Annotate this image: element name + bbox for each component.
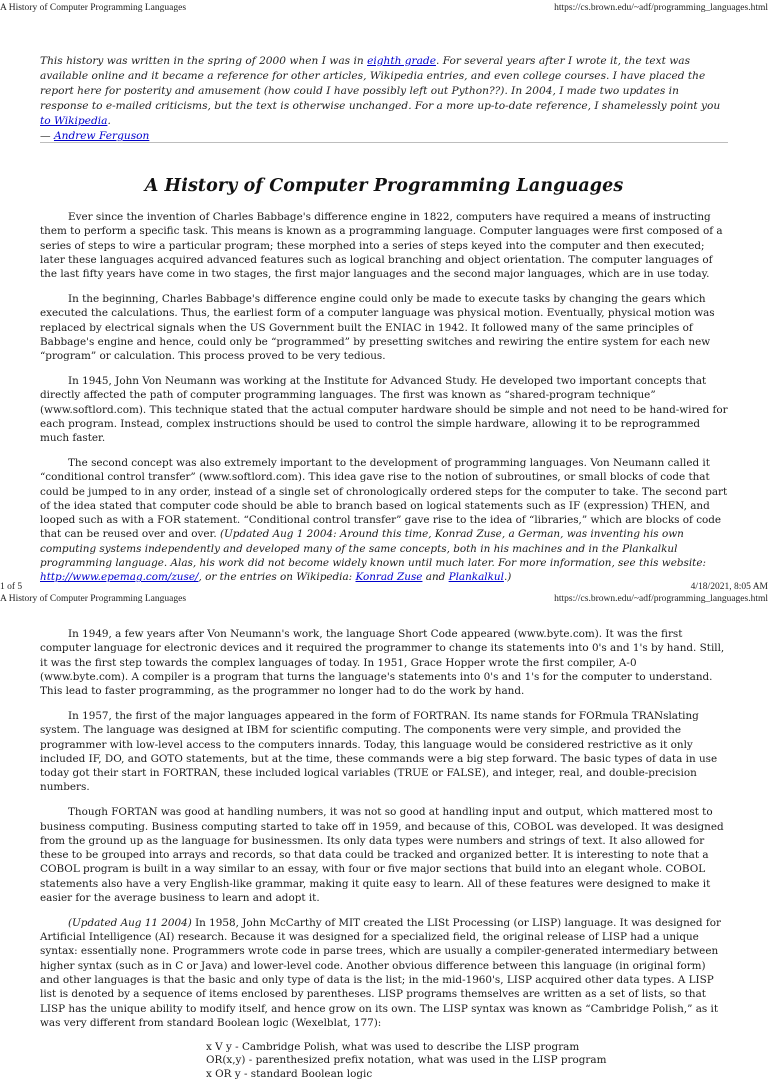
note-text: and xyxy=(422,571,449,584)
intro-text: . xyxy=(107,115,111,127)
paragraph: Ever since the invention of Charles Babbage's difference engine in 1822, computers have required a means of instructing them to perform a specific task. This means is known as a programming language. Computer languages were first composed of a series of steps to wire a particular program; these morphed into a series of steps keyed into the computer and then executed; later these languages acquired advanced features such as logical branching and object orientation. The computer languages of the last fifty years have come in two stages, the first major languages and the second major languages, which are in use today. xyxy=(40,211,723,281)
note-text: (Updated Aug 1 2004: Around this time, Konrad Zuse, a German, was inventing his own computing systems independently and developed many of the same concepts, both in his machines and in the Plankalkul programming language. Alas, his work did not become widely known until much later. For more information, see this website: xyxy=(40,528,706,570)
intro-text: This history was written in the spring of 2000 when I was in xyxy=(40,55,368,67)
footer-page-number: 1 of 5 xyxy=(0,582,23,592)
syntax-line: OR(x,y) - parenthesized prefix notation, what was used in the LISP program xyxy=(206,1054,607,1067)
intro-text: . For several years after I wrote it, the text was available online and it became a reference for other articles, Wikipedia entries, and even college courses. I have placed the report here for posterity and amusement (how could I have possibly left out Python??). In 2004, I made two updates in response to e-mailed criticisms, but the text is otherwise unchanged. For a more up-to-date reference, I shamelessly point you xyxy=(40,55,721,112)
paragraph-text: In 1958, John McCarthy of MIT created the LISt Processing (or LISP) language. It was designed for Artificial Intelligence (AI) research. Because it was designed for a specialized field, the original release of LISP had a unique syntax: essentially none. Programmers wrote code in parse trees, which are usually a compiler-generated intermediary between higher syntax (such as in C or Java) and lower-level code. Another obvious difference between this language (in original form) and other languages is that the basic and only type of data is the list; in the mid-1960's, LISP acquired other data types. A LISP list is denoted by a sequence of items enclosed by parentheses. LISP programs themselves are written as a set of lists, so that LISP has the unique ability to modify itself, and hence grow on its own. The LISP syntax was known as “Cambridge Polish,” as it was very different from standard Boolean logic (Wexelblat, 177): xyxy=(40,916,721,1029)
note-text: .) xyxy=(503,571,512,584)
syntax-list xyxy=(206,1041,728,1081)
paragraph: In 1949, a few years after Von Neumann's work, the language Short Code appeared (www.byte.com). It was the first computer language for electronic devices and it required the programmer to change its statements into 0's and 1's by hand. Still, it was the first step towards the complex languages of today. In 1951, Grace Hopper wrote the first compiler, A-0 (www.byte.com). A compiler is a program that turns the language's statements into 0's and 1's for the computer to understand. This lead to faster programming, as the programmer no longer had to do the work by hand. xyxy=(40,628,725,698)
author-dash: — xyxy=(40,130,54,142)
page-header xyxy=(0,3,768,15)
paragraph: Though FORTAN was good at handling numbers, it was not so good at handling input and output, which mattered most to business computing. Business computing started to take off in 1959, and because of this, COBOL was developed. It was designed from the ground up as the language for businessmen. Its only data types were numbers and strings of text. It also allowed for these to be grouped into arrays and records, so that data could be tracked and organized better. It is interesting to note that a COBOL program is built in a way similar to an essay, with four or five major sections that build into an elegant whole. COBOL statements also have a very English-like grammar, making it quite easy to learn. All of these features were designed to make it easier for the average business to learn and adopt it. xyxy=(40,806,724,905)
syntax-line: x V y - Cambridge Polish, what was used to describe the LISP program xyxy=(206,1040,580,1053)
paragraph xyxy=(40,456,728,585)
header-doc-title: A History of Computer Programming Languages xyxy=(0,594,187,604)
konrad-zuse-link[interactable]: Konrad Zuse xyxy=(355,571,423,584)
epemag-link[interactable]: http://www.epemag.com/zuse/ xyxy=(40,571,199,584)
article-body-page2 xyxy=(40,627,728,1081)
eighth-grade-link[interactable]: eighth grade xyxy=(367,55,436,67)
paragraph: In 1957, the first of the major languages appeared in the form of FORTRAN. Its name stands for FORmula TRANslating system. The language was designed at IBM for scientific computing. The components were very simple, and provided the programmer with low-level access to the computers innards. Today, this language would be considered restrictive as it only included IF, DO, and GOTO statements, but at the time, these commands were a big step forward. The basic types of data in use today got their start in FORTRAN, these included logical variables (TRUE or FALSE), and integer, real, and double-precision numbers. xyxy=(40,709,718,794)
article-body-page1 xyxy=(40,210,728,595)
page-header xyxy=(0,594,768,606)
header-url: https://cs.brown.edu/~adf/programming_languages.html xyxy=(554,3,768,13)
syntax-line: x OR y - standard Boolean logic xyxy=(206,1067,373,1080)
author-link[interactable]: Andrew Ferguson xyxy=(53,130,150,142)
paragraph xyxy=(40,916,728,1030)
header-url: https://cs.brown.edu/~adf/programming_languages.html xyxy=(554,594,768,604)
note-text: , or the entries on Wikipedia: xyxy=(198,571,356,584)
page-footer xyxy=(0,582,768,594)
wikipedia-link[interactable]: to Wikipedia xyxy=(40,115,108,127)
horizontal-divider xyxy=(40,142,728,143)
update-note: (Updated Aug 11 2004) xyxy=(68,916,192,929)
page-title: A History of Computer Programming Languages xyxy=(144,176,624,196)
paragraph: In the beginning, Charles Babbage's difference engine could only be made to execute tasks by changing the gears which executed the calculations. Thus, the earliest form of a computer language was physical motion. Eventually, physical motion was replaced by electrical signals when the US Government built the ENIAC in 1942. It followed many of the same principles of Babbage's engine and hence, could only be “programmed” by presetting switches and rewiring the entire system for each new “program” or calculation. This process proved to be very tedious. xyxy=(40,292,715,363)
paragraph: In 1945, John Von Neumann was working at the Institute for Advanced Study. He developed two important concepts that directly affected the path of computer programming languages. The first was known as “shared-program technique” (www.softlord.com). This technique stated that the actual computer hardware should be simple and not need to be hand-wired for each program. Instead, complex instructions should be used to control the simple hardware, allowing it to be reprogrammed much faster. xyxy=(40,374,728,445)
paragraph-text: The second concept was also extremely important to the development of programming languages. Von Neumann called it “conditional control transfer” (www.softlord.com). This idea gave rise to the notion of subroutines, or small blocks of code that could be jumped to in any order, instead of a single set of chronologically ordered steps for the computer to take. The second part of the idea stated that computer code should be able to branch based on logical statements such as IF (expression) THEN, and looped such as with a FOR statement. “Conditional control transfer” gave rise to the idea of “libraries,” which are blocks of code that can be reused over and over. xyxy=(40,456,728,541)
footer-timestamp: 4/18/2021, 8:05 AM xyxy=(690,582,768,592)
header-doc-title: A History of Computer Programming Languages xyxy=(0,3,187,13)
plankalkul-link[interactable]: Plankalkul xyxy=(448,571,504,584)
intro-note xyxy=(40,54,730,144)
